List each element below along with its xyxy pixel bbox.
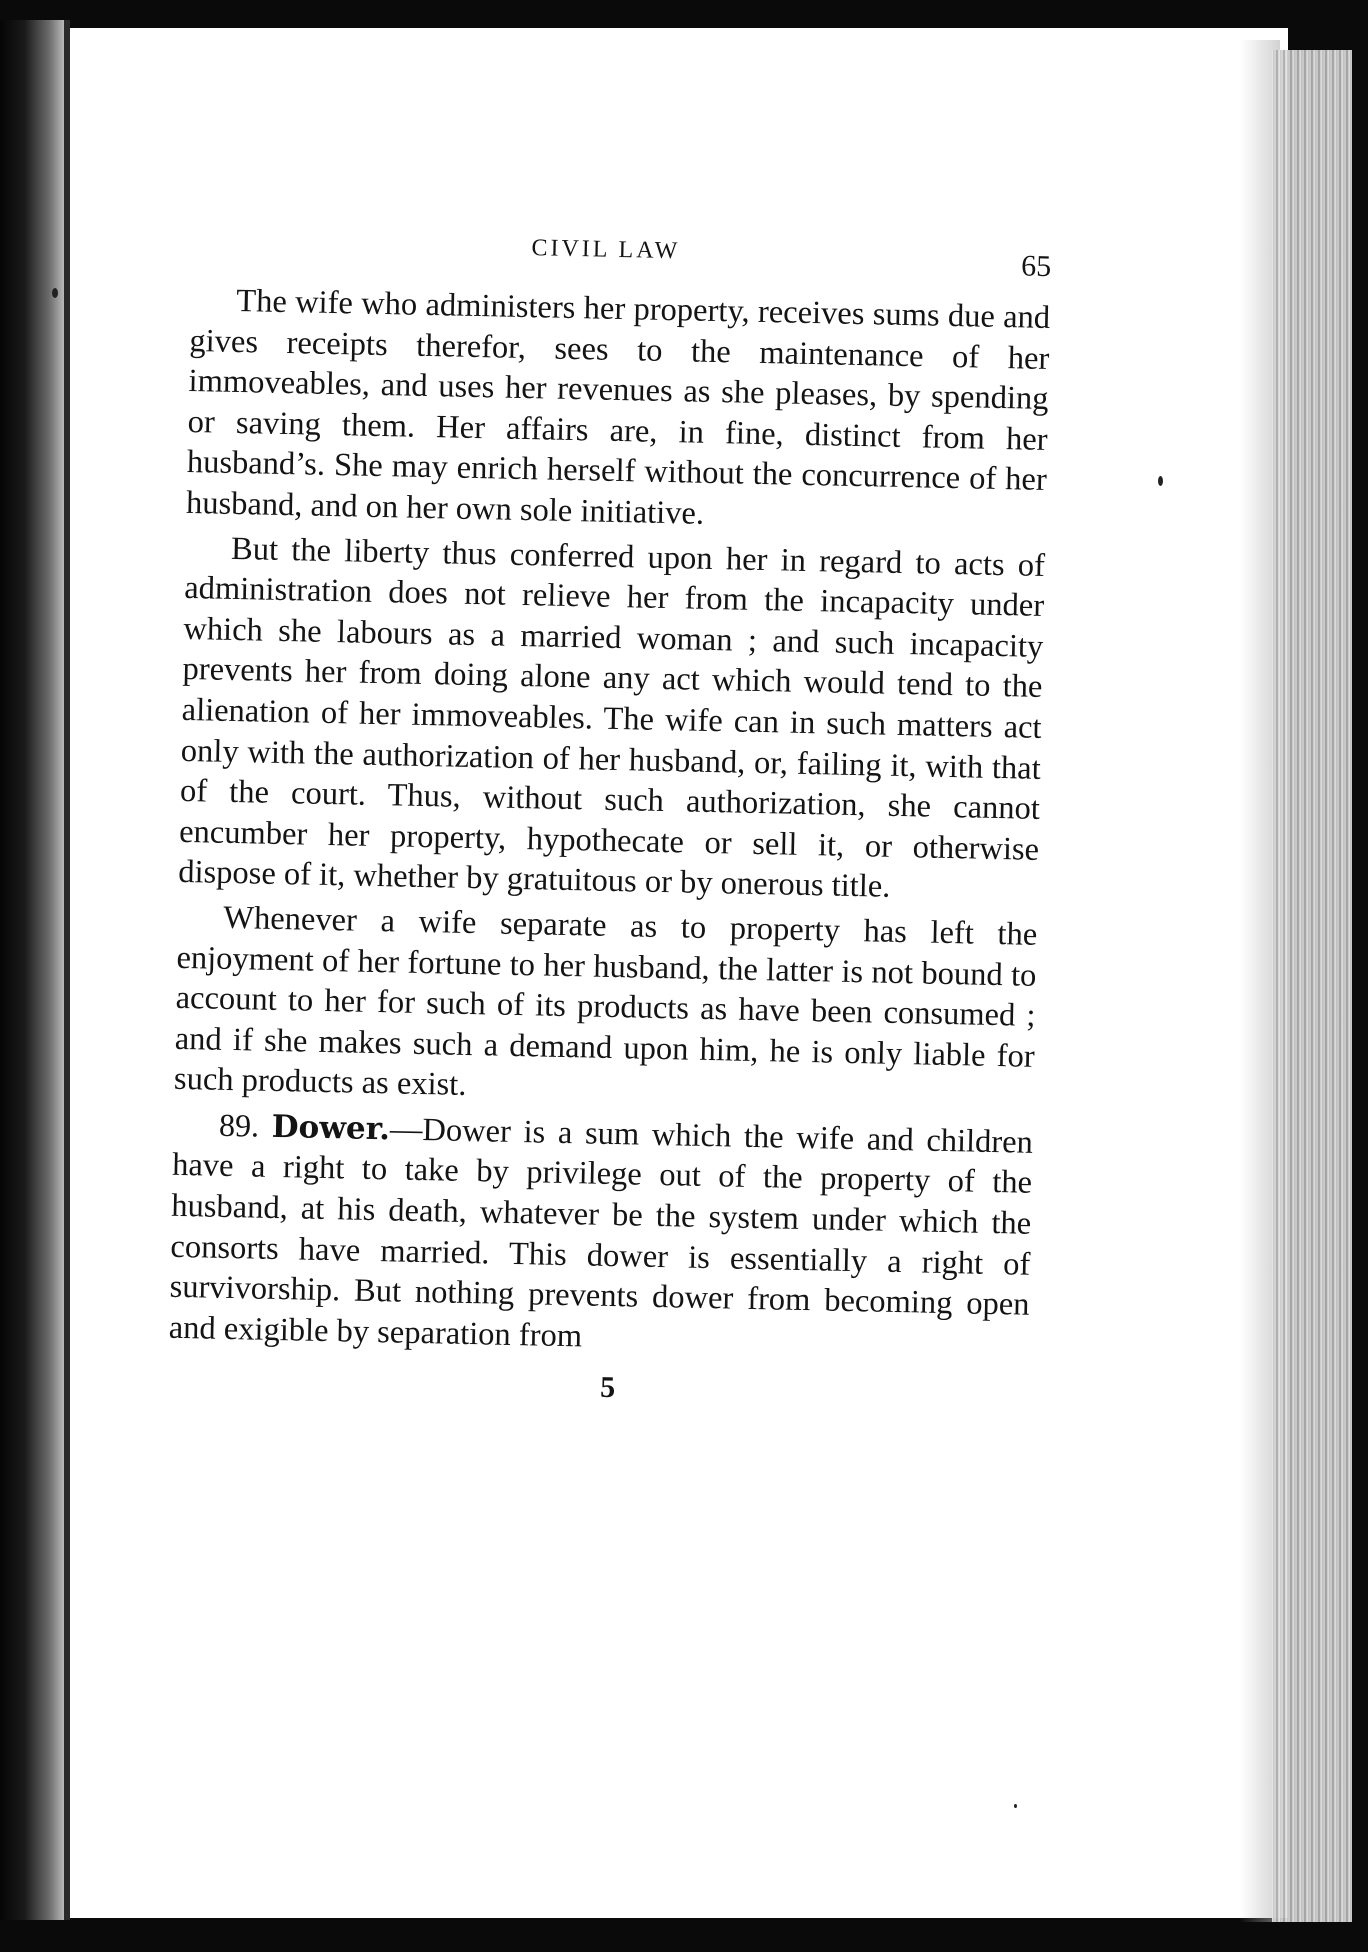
page-number: 65 (1020, 249, 1052, 284)
scan-bottom-border (0, 1922, 1368, 1952)
body-paragraph: But the liberty thus conferred upon her in regard to acts of administration does not relieve her from the incapacity under which she labours as a married woman ; and such incapacity prevents her from doing alone any act which would tend to the alienation of her immoveables. The wife can in such matters act only with the authorization of her husband, or, failing it, with that of the court. Thus, without such authorization, she cannot encumber her property, hypothecate or sell it, or otherwise dispose of it, whether by gratuitous or by onerous title. (177, 530, 1046, 906)
scan-top-border (0, 0, 1368, 28)
signature-mark: 5 (599, 1371, 616, 1405)
section-number: 89. (218, 1106, 260, 1144)
body-paragraph: Whenever a wife separate as to property has left the enjoyment of her fortune to her husband, the latter is not bound to account to her for such of its products as have been consumed ; and if she makes such a demand upon him, he is only liable for such products as exist. (173, 899, 1038, 1104)
page-text-block (167, 220, 1051, 1414)
running-title: CIVIL LAW (531, 235, 681, 265)
section-title: Dower. (271, 1108, 391, 1148)
book-fore-edge (1272, 50, 1352, 1930)
section-text: —Dower is a sum which the wife and children have a right to take by privilege out of the property of the husband, at his death, whatever be the system under which the consorts have married. This dower is essentially a right of survivorship. But nothing prevents dower from becoming open and exigible by separation from (168, 1111, 1034, 1355)
scan-speck (52, 288, 58, 298)
section-paragraph (168, 1104, 1033, 1367)
scan-speck (1014, 1804, 1017, 1808)
book-binding-gutter (0, 20, 70, 1920)
scan-speck (1158, 476, 1163, 486)
body-paragraph: The wife who administers her property, receives sums due and gives receipts therefor, sees to the maintenance of her immoveables, and uses her revenues as she pleases, by spending or saving them. Her affairs are, in fine, distinct from her husband’s. She may enrich herself without the concurrence of her husband, and on her own sole initiative. (185, 282, 1051, 532)
